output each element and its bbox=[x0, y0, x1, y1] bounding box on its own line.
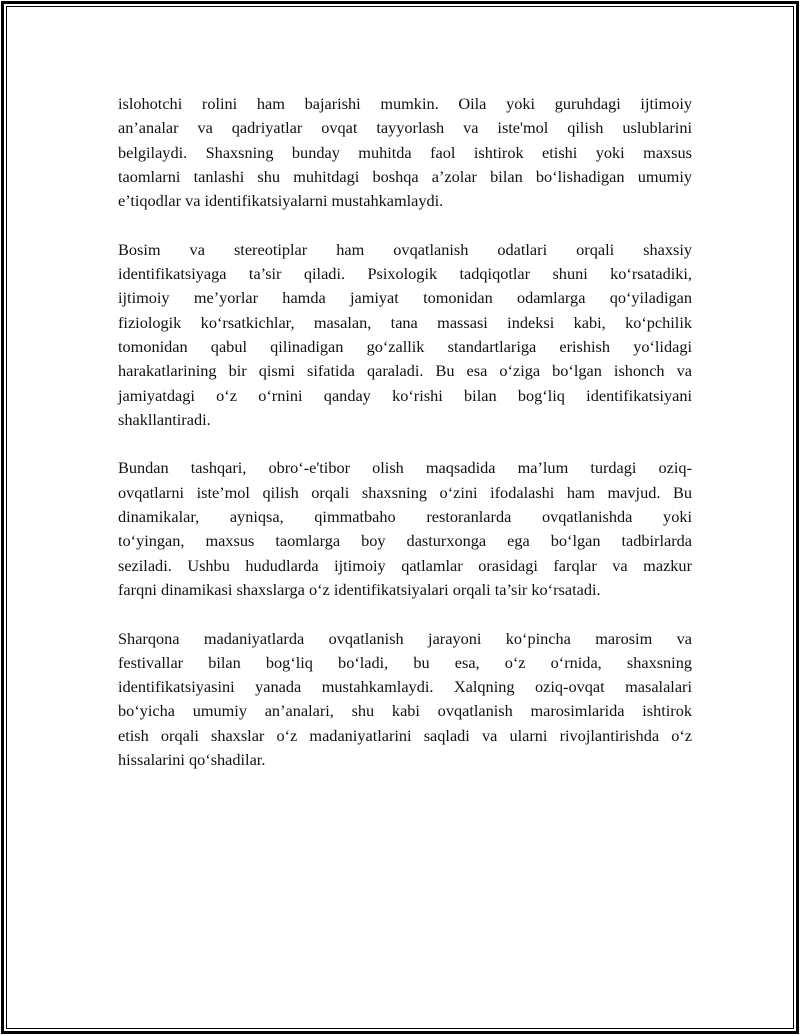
text-line: seziladi. Ushbu hududlarda ijtimoiy qatlamlar orasidagi farqlar va mazkur bbox=[118, 555, 692, 575]
text-line: an’analar va qadriyatlar ovqat tayyorlash va iste'mol qilish uslublarini bbox=[118, 118, 692, 138]
text-line: tomonidan qabul qilinadigan go‘zallik standartlariga erishish yo‘lidagi bbox=[118, 336, 692, 356]
text-line: Bundan tashqari, obro‘-e'tibor olish maqsadida ma’lum turdagi oziq- bbox=[118, 458, 692, 478]
text-line: Bosim va stereotiplar ham ovqatlanish odatlari orqali shaxsiy bbox=[118, 239, 692, 259]
text-line: islohotchi rolini ham bajarishi mumkin. Oila yoki guruhdagi ijtimoiy bbox=[118, 94, 692, 113]
text-line: jamiyatdagi o‘z o‘rnini qanday ko‘rishi bilan bog‘liq identifikatsiyani bbox=[118, 385, 692, 405]
text-line: identifikatsiyaga ta’sir qiladi. Psixologik tadqiqotlar shuni ko‘rsatadiki, bbox=[118, 264, 692, 284]
document-body bbox=[118, 92, 692, 797]
text-line: etish orqali shaxslar o‘z madaniyatlarini saqladi va ularni rivojlantirishda o‘z bbox=[118, 725, 692, 745]
paragraph-2 bbox=[118, 238, 692, 432]
text-line: fiziologik ko‘rsatkichlar, masalan, tana massasi indeksi kabi, ko‘pchilik bbox=[118, 312, 692, 332]
text-line: harakatlarining bir qismi sifatida qaraladi. Bu esa o‘ziga bo‘lgan ishonch va bbox=[118, 361, 692, 381]
paragraph-3 bbox=[118, 456, 692, 602]
text-line: belgilaydi. Shaxsning bunday muhitda faol ishtirok etishi yoki maxsus bbox=[118, 142, 692, 162]
text-line: dinamikalar, ayniqsa, qimmatbaho restoranlarda ovqatlanishda yoki bbox=[118, 507, 692, 527]
paragraph-4 bbox=[118, 627, 692, 773]
text-line: hissalarini qo‘shadilar. bbox=[118, 750, 266, 770]
text-line: e’tiqodlar va identifikatsiyalarni mustahkamlaydi. bbox=[118, 191, 444, 211]
text-line: ijtimoiy me’yorlar hamda jamiyat tomonidan odamlarga qo‘yiladigan bbox=[118, 288, 692, 308]
text-line: taomlarni tanlashi shu muhitdagi boshqa a’zolar bilan bo‘lishadigan umumiy bbox=[118, 166, 692, 186]
text-line: identifikatsiyasini yanada mustahkamlaydi. Xalqning oziq-ovqat masalalari bbox=[118, 677, 692, 697]
text-line: bo‘yicha umumiy an’analari, shu kabi ovqatlanish marosimlarida ishtirok bbox=[118, 701, 692, 721]
text-line: ovqatlarni iste’mol qilish orqali shaxsning o‘zini ifodalashi ham mavjud. Bu bbox=[118, 482, 692, 502]
text-line: festivallar bilan bog‘liq bo‘ladi, bu esa, o‘z o‘rnida, shaxsning bbox=[118, 652, 692, 672]
text-line: to‘yingan, maxsus taomlarga boy dasturxonga ega bo‘lgan tadbirlarda bbox=[118, 531, 692, 551]
text-line: shakllantiradi. bbox=[118, 409, 211, 429]
text-line: farqni dinamikasi shaxslarga o‘z identifikatsiyalari orqali ta’sir ko‘rsatadi. bbox=[118, 579, 601, 599]
text-line: Sharqona madaniyatlarda ovqatlanish jarayoni ko‘pincha marosim va bbox=[118, 628, 692, 648]
paragraph-1 bbox=[118, 92, 692, 213]
